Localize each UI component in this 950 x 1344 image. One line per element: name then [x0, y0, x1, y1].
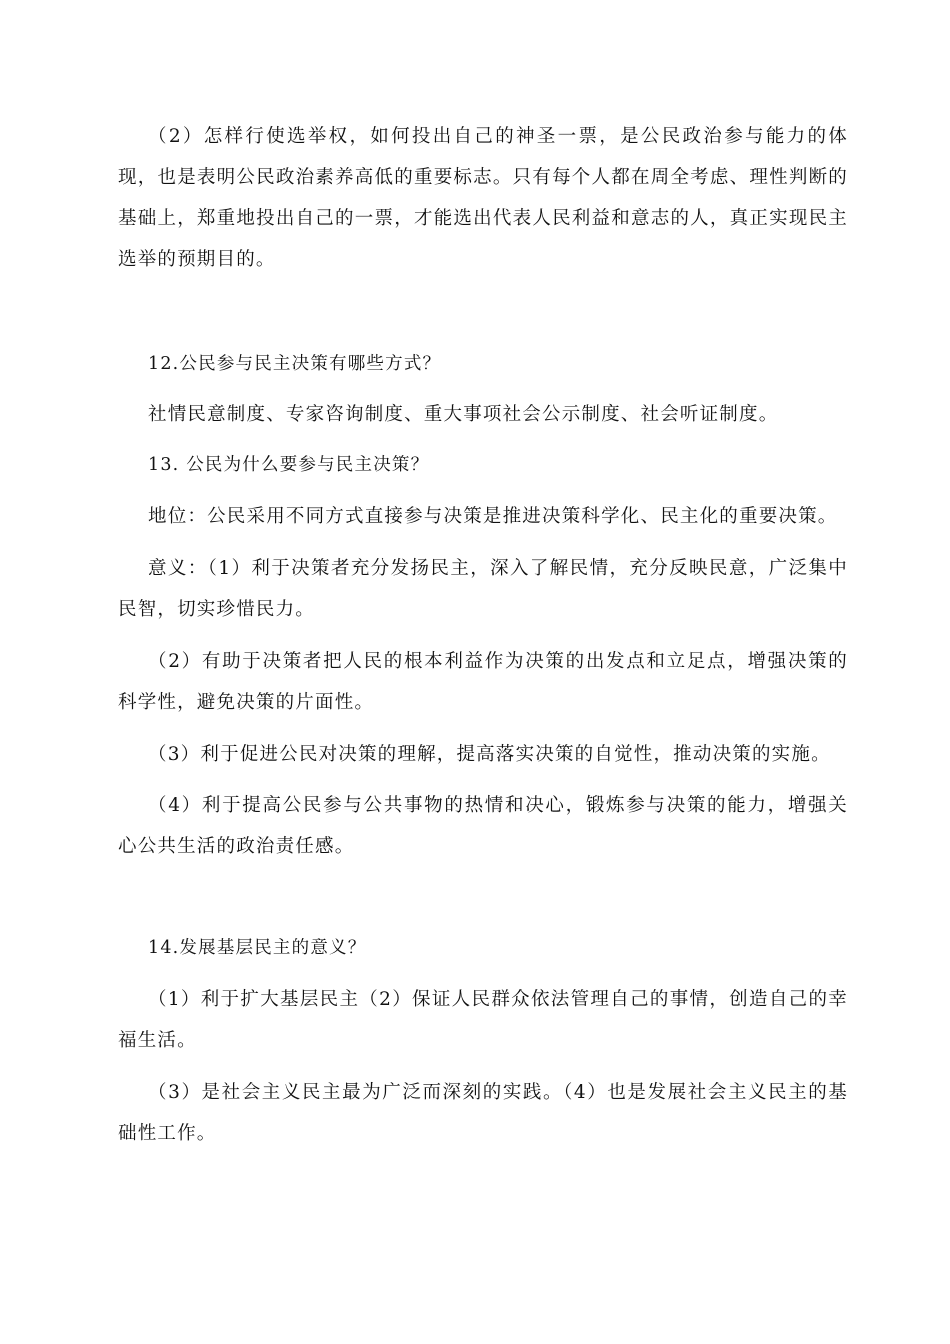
- paragraph-decision-methods: 社情民意制度、专家咨询制度、重大事项社会公示制度、社会听证制度。: [148, 404, 779, 425]
- paragraph-meaning-2: （2）有助于决策者把人民的根本利益作为决策的出发点和立足点，增强决策的科学性，避免决策的片面性。: [118, 651, 848, 713]
- paragraph-meaning-4: （4）利于提高公民参与公共事物的热情和决心，锻炼参与决策的能力，增强关心公共生活的政治责任感。: [118, 795, 848, 857]
- paragraph-meaning-1: 意义：（1）利于决策者充分发扬民主，深入了解民情，充分反映民意，广泛集中民智，切实珍惜民力。: [118, 558, 848, 620]
- paragraph-grassroots-1: （1）利于扩大基层民主（2）保证人民群众依法管理自己的事情，创造自己的幸福生活。: [118, 989, 848, 1051]
- paragraph-grassroots-2: （3）是社会主义民主最为广泛而深刻的实践。（4）也是发展社会主义民主的基础性工作。: [118, 1082, 848, 1144]
- question-14-heading: 14.发展基层民主的意义？: [148, 938, 367, 958]
- question-13-heading: 13. 公民为什么要参与民主决策？: [148, 455, 430, 475]
- paragraph-voting-significance: （2）怎样行使选举权，如何投出自己的神圣一票，是公民政治参与能力的体现，也是表明公民政治素养高低的重要标志。只有每个人都在周全考虑、理性判断的基础上，郑重地投出自己的一票，才能选出代表人民利益和意志的人，真正实现民主选举的预期目的。: [118, 126, 848, 270]
- paragraph-position: 地位：公民采用不同方式直接参与决策是推进决策科学化、民主化的重要决策。: [148, 506, 838, 527]
- question-12-heading: 12.公民参与民主决策有哪些方式？: [148, 354, 442, 374]
- paragraph-meaning-3: （3）利于促进公民对决策的理解，提高落实决策的自觉性，推动决策的实施。: [148, 744, 831, 765]
